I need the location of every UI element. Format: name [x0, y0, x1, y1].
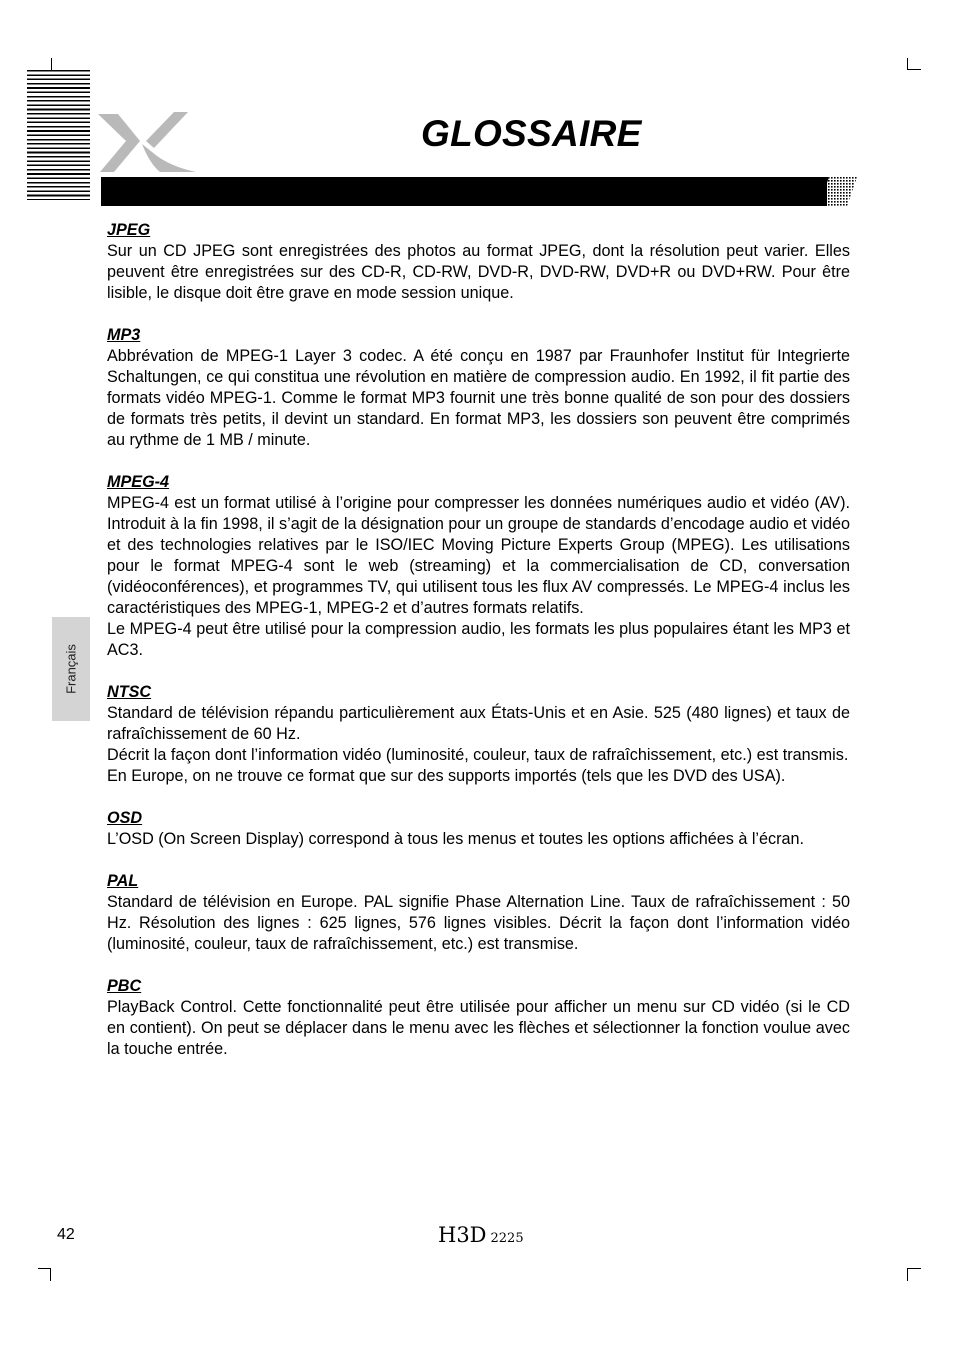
model-number: 2225: [490, 1231, 524, 1246]
term-heading: MP3: [107, 326, 141, 344]
glossary-content: [107, 220, 850, 1081]
term-heading: PAL: [107, 872, 139, 890]
term-definition: Décrit la façon dont l’information vidéo (luminosité, couleur, taux de rafraîchissement, etc.) est transmis.: [107, 746, 849, 764]
glossary-entry-pbc: [107, 976, 850, 1060]
term-definition: Sur un CD JPEG sont enregistrées des photos au format JPEG, dont la résolution peut varier. Elles peuvent être enregistrées sur des CD-R, CD-RW, DVD-R, DVD-RW, DVD+R ou DVD+RW. Pour être lisible, le disque doit être grave en mode session unique.: [107, 242, 850, 302]
model-name: H3D: [438, 1223, 487, 1247]
term-definition: MPEG-4 est un format utilisé à l’origine pour compresser les données numériques audio et vidéo (AV). Introduit à la fin 1998, il s’agit de la désignation pour un groupe de standards d’encodage audio et vidéo et des technologies relatives par le ISO/IEC Moving Picture Experts Group (MPEG). Les utilisations pour le format MPEG-4 sont le web (streaming) et la commercialisation de CD, conversation (vidéoconférences), et programmes TV, qui utilisent tous les flux AV compressés. Le MPEG-4 inclus les caractéristiques des MPEG-1, MPEG-2 et d’autres formats relatifs.: [107, 494, 850, 617]
term-heading: JPEG: [107, 221, 151, 239]
header-stripes: [27, 70, 90, 200]
glossary-entry-mp3: [107, 325, 850, 451]
term-definition: L’OSD (On Screen Display) correspond à tous les menus et toutes les options affichées à l’écran.: [107, 830, 805, 848]
glossary-entry-jpeg: [107, 220, 850, 304]
term-definition: Abbrévation de MPEG-1 Layer 3 codec. A été conçu en 1987 par Fraunhofer Institut für Integrierte Schaltungen, ce qui constitua une révolution en matière de compression audio. En 1992, il fit partie des formats vidéo MPEG-1. Comme le format MP3 fournit une très bonne qualité de son pour des dossiers de formats très petits, il devint un standard. En format MP3, les dossiers son peuvent être comprimés au rythme de 1 MB / minute.: [107, 347, 850, 449]
term-heading: OSD: [107, 809, 143, 827]
crop-mark-bottom-right-vertical: [907, 1268, 908, 1281]
term-definition: Standard de télévision en Europe. PAL signifie Phase Alternation Line. Taux de rafraîchissement : 50 Hz. Résolution des lignes : 625 lignes, 576 lignes visibles. Décrit la façon dont l’information vidéo (luminosité, couleur, taux de rafraîchissement, etc.) est transmise.: [107, 893, 850, 953]
term-definition: En Europe, on ne trouve ce format que sur des supports importés (tels que les DVD des USA).: [107, 767, 786, 785]
title-bar-dots: [819, 177, 857, 206]
term-definition: PlayBack Control. Cette fonctionnalité peut être utilisée pour afficher un menu sur CD vidéo (si le CD en contient). On peut se déplacer dans le menu avec les flèches et sélectionner la fonction voulue avec la touche entrée.: [107, 998, 850, 1058]
brand-logo: [96, 108, 198, 178]
title-bar: [101, 177, 827, 206]
crop-mark-bottom-right: [907, 1268, 921, 1269]
crop-mark-bottom-left-vertical: [50, 1268, 51, 1281]
term-heading: PBC: [107, 977, 142, 995]
glossary-entry-pal: [107, 871, 850, 955]
language-tab: [52, 617, 90, 721]
footer-model-name: [438, 1223, 524, 1247]
term-definition: Le MPEG-4 peut être utilisé pour la compression audio, les formats les plus populaires étant les MP3 et AC3.: [107, 620, 850, 659]
language-label: Français: [63, 644, 79, 694]
crop-mark-top-right-horizontal: [907, 69, 921, 70]
glossary-entry-osd: [107, 808, 850, 850]
page-number: 42: [57, 1226, 75, 1243]
glossary-entry-mpeg4: [107, 472, 850, 661]
term-heading: NTSC: [107, 683, 152, 701]
page-title: GLOSSAIRE: [421, 113, 642, 154]
term-definition: Standard de télévision répandu particulièrement aux États-Unis et en Asie. 525 (480 lignes) et taux de rafraîchissement de 60 Hz.: [107, 704, 850, 743]
glossary-entry-ntsc: [107, 682, 850, 787]
term-heading: MPEG-4: [107, 473, 170, 491]
